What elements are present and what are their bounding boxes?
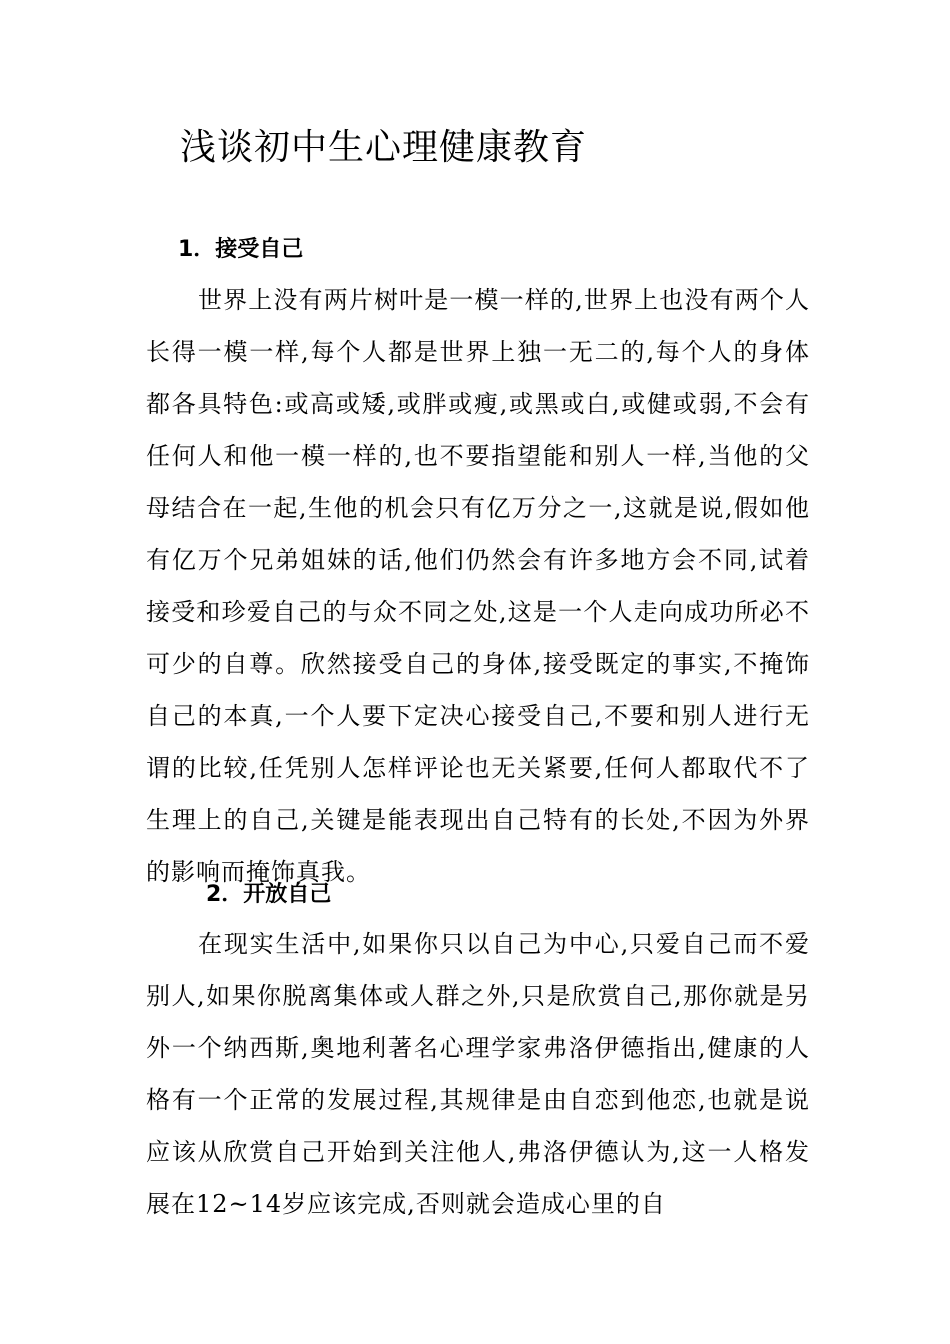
section-heading-2: 2．开放自己 [206,882,332,907]
section-heading-1: 1．接受自己 [178,237,304,262]
section-paragraph-2: 在现实生活中,如果你只以自己为中心,只爱自己而不爱别人,如果你脱离集体或人群之外,只是欣赏自己,那你就是另外一个纳西斯,奥地利著名心理学家弗洛伊德指出,健康的人格有一个正常的发展过程,其规律是由自恋到他恋,也就是说应该从欣赏自己开始到关注他人,弗洛伊德认为,这一人格发展在12~14岁应该完成,否则就会造成心里的自 [146,930,810,1218]
section-paragraph-1: 世界上没有两片树叶是一模一样的,世界上也没有两个人长得一模一样,每个人都是世界上独一无二的,每个人的身体都各具特色:或高或矮,或胖或瘦,或黑或白,或健或弱,不会有任何人和他一模一样的,也不要指望能和别人一样,当他的父母结合在一起,生他的机会只有亿万分之一,这就是说,假如他有亿万个兄弟姐妹的话,他们仍然会有许多地方会不同,试着接受和珍爱自己的与众不同之处,这是一个人走向成功所必不可少的自尊。欣然接受自己的身体,接受既定的事实,不掩饰自己的本真,一个人要下定决心接受自己,不要和别人进行无谓的比较,任凭别人怎样评论也无关紧要,任何人都取代不了生理上的自己,关键是能表现出自己特有的长处,不因为外界的影响而掩饰真我。 [146,286,810,886]
document-title: 浅谈初中生心理健康教育 [180,127,588,168]
